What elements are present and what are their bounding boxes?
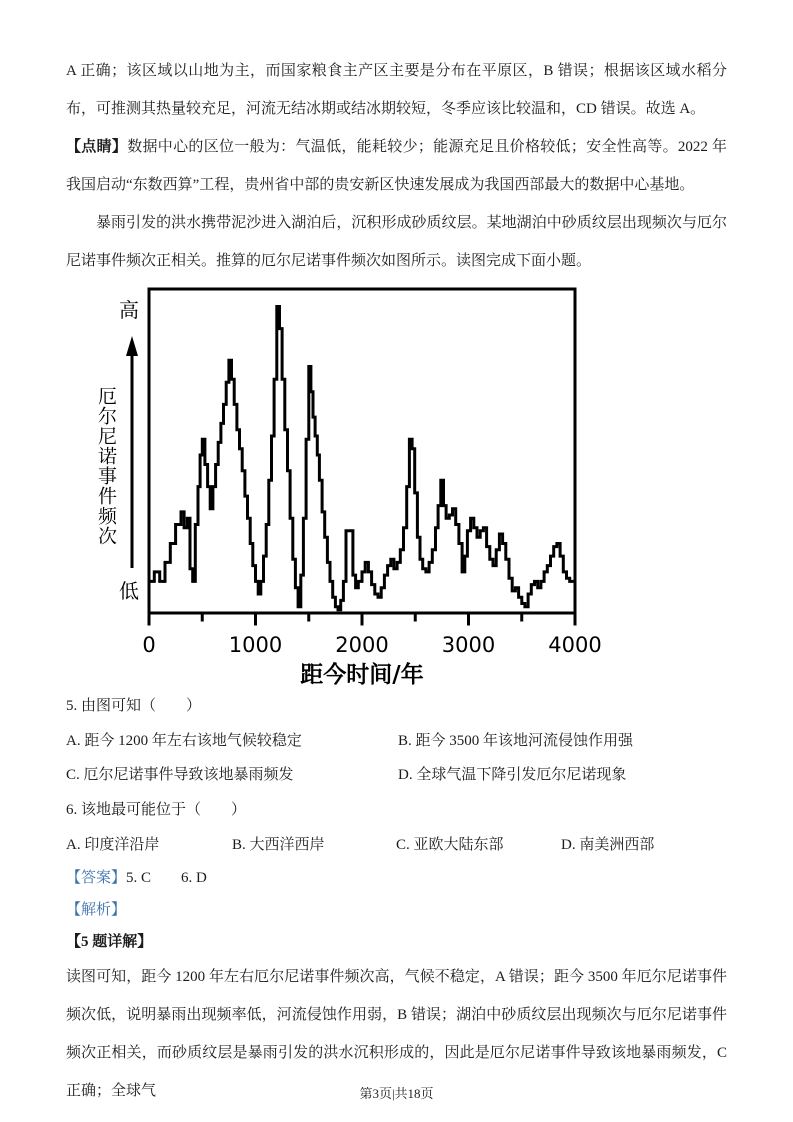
x-axis-title: 距今时间/年 bbox=[300, 662, 424, 688]
q6-option-c: C. 亚欧大陆东部 bbox=[396, 837, 504, 853]
el-nino-frequency-figure bbox=[90, 286, 727, 688]
jiexi-marker: 【解析】 bbox=[66, 902, 127, 918]
answer-line bbox=[66, 862, 727, 894]
frequency-chart-svg bbox=[142, 286, 616, 688]
y-axis-high-label: 高 bbox=[119, 298, 139, 322]
plot-border bbox=[149, 289, 575, 613]
q5-option-c: C. 厄尔尼诺事件导致该地暴雨频发 bbox=[66, 767, 294, 783]
material-paragraph bbox=[66, 204, 727, 280]
question-5-stem: 5. 由图可知（ ） bbox=[66, 698, 202, 714]
detail5-heading: 【5 题详解】 bbox=[66, 934, 153, 950]
dianjing-paragraph bbox=[66, 128, 727, 204]
q6-option-b: B. 大西洋西岸 bbox=[232, 837, 325, 853]
answer-marker: 【答案】 bbox=[66, 870, 127, 886]
y-axis-up-arrow-icon bbox=[123, 336, 141, 571]
question-5-options bbox=[66, 724, 727, 792]
material-text: 暴雨引发的洪水携带泥沙进入湖泊后，沉积形成砂质纹层。某地湖泊中砂质纹层出现频次与厄尔尼诺事件频次正相关。推算的厄尔尼诺事件频次如图所示。读图完成下面小题。 bbox=[66, 215, 727, 269]
previous-answer-text: A 正确；该区域以山地为主，而国家粮食主产区主要是分布在平原区，B 错误；根据该区域水稻分布，可推测其热量较充足，河流无结冰期或结冰期较短，冬季应该比较温和，CD 错误。故选 A。 bbox=[66, 63, 727, 117]
q5-option-a: A. 距今 1200 年左右该地气候较稳定 bbox=[66, 733, 302, 749]
q6-option-d: D. 南美洲西部 bbox=[561, 837, 655, 853]
y-axis-low-label: 低 bbox=[119, 579, 139, 603]
x-axis-tick-labels bbox=[142, 633, 601, 657]
previous-answer-paragraph bbox=[66, 52, 727, 128]
frequency-step-line bbox=[149, 307, 575, 610]
dianjing-text: 数据中心的区位一般为：气温低，能耗较少；能源充足且价格较低；安全性高等。2022 年我国启动“东数西算”工程，贵州省中部的贵安新区快速发展成为我国西部最大的数据中心基地。 bbox=[66, 139, 727, 193]
x-axis-ticks bbox=[149, 615, 575, 626]
dianjing-marker: 【点睛】 bbox=[66, 139, 128, 155]
x-tick-label: 4000 bbox=[548, 633, 602, 657]
x-tick-label: 2000 bbox=[335, 633, 389, 657]
question-6-stem: 6. 该地最可能位于（ ） bbox=[66, 802, 247, 818]
detail5-text: 读图可知，距今 1200 年左右厄尔尼诺事件频次高，气候不稳定，A 错误；距今 3500 年厄尔尼诺事件频次低，说明暴雨出现频率低，河流侵蚀作用弱，B 错误；湖泊中砂质纹层出现频次与厄尔尼诺事件频次正相关，而砂质纹层是暴雨引发的洪水沉积形成的，因此是厄尔尼诺事件导致该地暴雨频发，C 正确；全球气 bbox=[66, 969, 727, 1099]
q6-option-a: A. 印度洋沿岸 bbox=[66, 837, 160, 853]
page-number-footer: 第3页|共18页 bbox=[359, 1086, 434, 1101]
question-6-options bbox=[66, 828, 727, 862]
x-tick-label: 0 bbox=[142, 633, 156, 657]
q5-option-d: D. 全球气温下降引发厄尔尼诺现象 bbox=[398, 767, 627, 783]
y-axis-title: 厄尔尼诺事件频次 bbox=[95, 386, 117, 546]
x-tick-label: 1000 bbox=[228, 633, 283, 657]
x-tick-label: 3000 bbox=[441, 633, 496, 657]
jiexi-line bbox=[66, 894, 727, 926]
answer-values: 5. C 6. D bbox=[126, 870, 207, 886]
q5-option-b: B. 距今 3500 年该地河流侵蚀作用强 bbox=[398, 733, 634, 749]
